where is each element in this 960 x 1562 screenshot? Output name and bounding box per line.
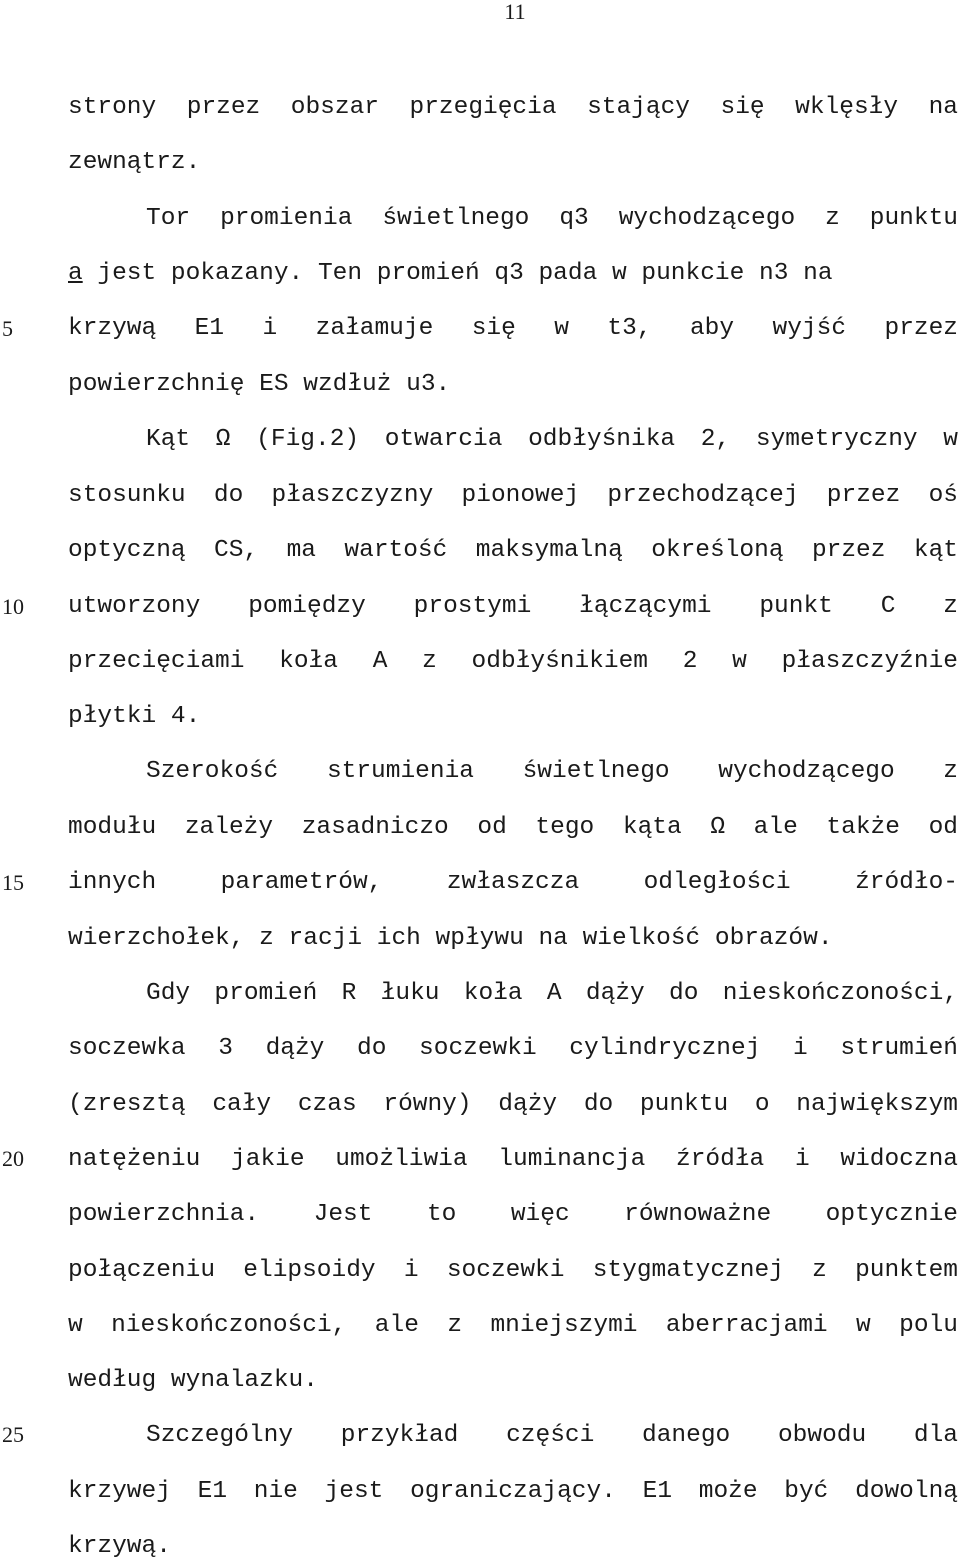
text-line bbox=[68, 259, 958, 289]
text-line: zewnątrz. bbox=[68, 149, 201, 176]
text-line: krzywą. bbox=[68, 1533, 171, 1560]
text-line: połączeniu elipsoidy i soczewki stygmatycznej z punktem bbox=[68, 1257, 958, 1284]
point-label: a bbox=[68, 260, 83, 287]
text-line: (zresztą cały czas równy) dąży do punktu o największym bbox=[68, 1091, 958, 1118]
line-number: 10 bbox=[2, 594, 24, 619]
page-number: 11 bbox=[504, 0, 526, 24]
text-line: Tor promienia świetlnego q3 wychodzącego z punktu bbox=[146, 205, 958, 232]
text-line: modułu zależy zasadniczo od tego kąta Ω ale także od bbox=[68, 814, 958, 841]
text-line: przecięciami koła A z odbłyśnikiem 2 w płaszczyźnie bbox=[68, 648, 958, 675]
text-line: innych parametrów, zwłaszcza odległości źródło- bbox=[68, 869, 958, 896]
text-line: optyczną CS, ma wartość maksymalną określoną przez kąt bbox=[68, 537, 958, 564]
line-number: 20 bbox=[2, 1146, 24, 1171]
text-line: wierzchołek, z racji ich wpływu na wielkość obrazów. bbox=[68, 925, 833, 952]
text-line: krzywej E1 nie jest ograniczający. E1 może być dowolną bbox=[68, 1478, 958, 1505]
line-number: 5 bbox=[2, 316, 13, 341]
text-line: płytki 4. bbox=[68, 703, 201, 730]
text-line: soczewka 3 dąży do soczewki cylindrycznej i strumień bbox=[68, 1035, 958, 1062]
text-line: w nieskończoności, ale z mniejszymi aberracjami w polu bbox=[68, 1312, 958, 1339]
text-line: strony przez obszar przegięcia stający się wklęsły na bbox=[68, 94, 958, 121]
text-line: natężeniu jakie umożliwia luminancja źródła i widoczna bbox=[68, 1146, 958, 1173]
text-line: powierzchnię ES wzdłuż u3. bbox=[68, 371, 451, 398]
line-number: 15 bbox=[2, 870, 24, 895]
text-line: Szczególny przykład części danego obwodu dla bbox=[146, 1422, 958, 1449]
text-line: Szerokość strumienia świetlnego wychodzącego z bbox=[146, 758, 958, 785]
text-line: krzywą E1 i załamuje się w t3, aby wyjść przez bbox=[68, 315, 958, 342]
line-number: 25 bbox=[2, 1422, 24, 1447]
text-line: stosunku do płaszczyzny pionowej przechodzącej przez oś bbox=[68, 482, 958, 509]
text-line: według wynalazku. bbox=[68, 1367, 318, 1394]
text-line: Gdy promień R łuku koła A dąży do nieskończoności, bbox=[146, 980, 958, 1007]
text-line: utworzony pomiędzy prostymi łączącymi punkt C z bbox=[68, 593, 958, 620]
text-line: powierzchnia. Jest to więc równoważne optycznie bbox=[68, 1201, 958, 1228]
text-line: Kąt Ω (Fig.2) otwarcia odbłyśnika 2, symetryczny w bbox=[146, 426, 958, 453]
text-fragment: jest pokazany. Ten promień q3 pada w punkcie n3 na bbox=[82, 260, 833, 287]
